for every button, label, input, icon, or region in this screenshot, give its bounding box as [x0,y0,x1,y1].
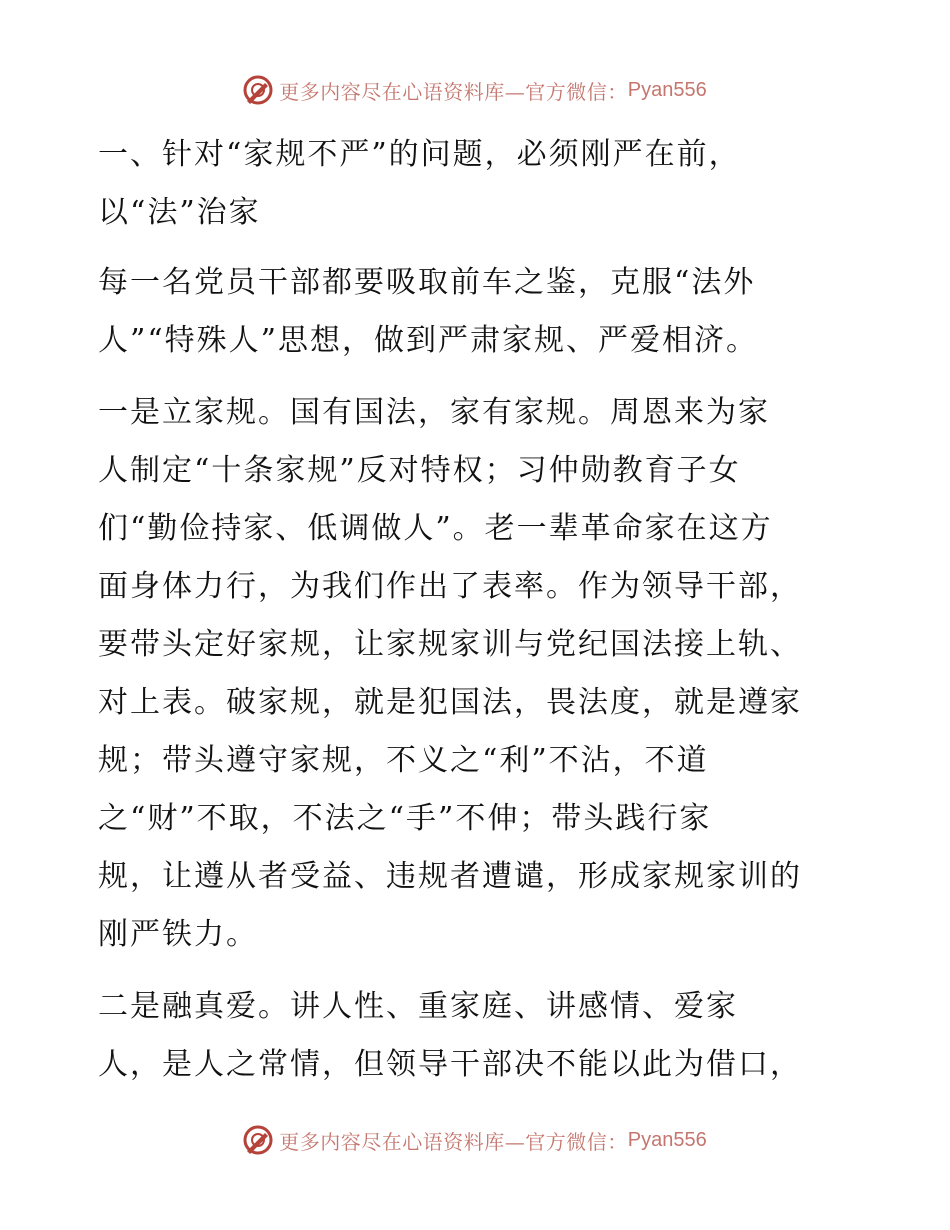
paragraph-true-love [98,978,858,1094]
paragraph-intro [98,254,858,370]
paragraph-line: 一是立家规。国有国法，家有家规。周恩来为家 [98,395,770,430]
paragraph-line: 之“财”不取，不法之“手”不伸；带头践行家 [98,801,712,836]
paragraph-line: 二是融真爱。讲人性、重家庭、讲感情、爱家 [98,989,738,1024]
brush-logo-icon [243,75,273,105]
paragraph-line: 刚严铁力。 [98,917,258,952]
brush-logo-icon [243,1125,273,1155]
banner-wechat-id: Pyan556 [627,78,707,101]
paragraph-line: 每一名党员干部都要吸取前车之鉴，克服“法外 [98,265,756,300]
paragraph-line: 们“勤俭持家、低调做人”。老一辈革命家在这方 [98,511,773,546]
banner-text: 更多内容尽在心语资料库—官方微信： [279,79,628,104]
banner-text: 更多内容尽在心语资料库—官方微信： [279,1129,628,1154]
footer-watermark-banner [0,1120,950,1160]
paragraph-line: 人，是人之常情，但领导干部决不能以此为借口， [98,1047,802,1082]
heading-line: 以“法”治家 [98,195,261,230]
paragraph-establish-rules [98,384,858,964]
paragraph-line: 规；带头遵守家规，不义之“利”不沾，不道 [98,743,709,778]
paragraph-line: 规，让遵从者受益、违规者遭谴，形成家规家训的 [98,859,802,894]
paragraph-line: 要带头定好家规，让家规家训与党纪国法接上轨、 [98,627,802,662]
paragraph-line: 对上表。破家规，就是犯国法，畏法度，就是遵家 [98,685,802,720]
paragraph-line: 人制定“十条家规”反对特权；习仲勋教育子女 [98,453,741,488]
paragraph-line: 面身体力行，为我们作出了表率。作为领导干部， [98,569,802,604]
header-watermark-banner [0,70,950,110]
heading-line: 一、针对“家规不严”的问题，必须刚严在前， [98,137,741,172]
banner-wechat-id: Pyan556 [627,1128,707,1151]
section-heading [98,126,858,242]
document-body [98,126,858,1094]
paragraph-line: 人”“特殊人”思想，做到严肃家规、严爱相济。 [98,323,759,358]
